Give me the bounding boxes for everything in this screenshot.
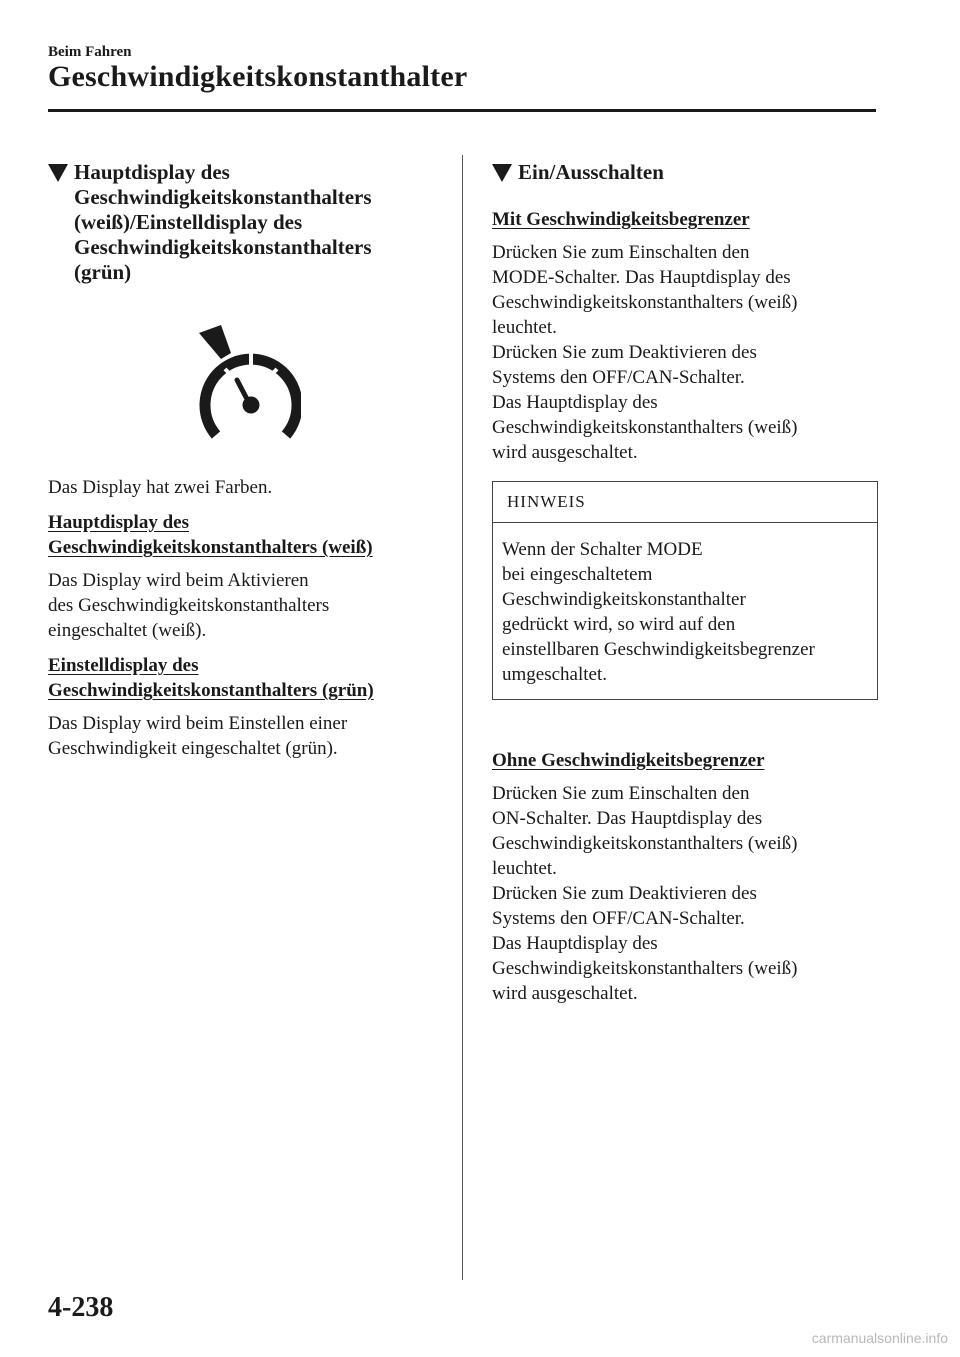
note-text: Wenn der Schalter MODE bei eingeschaltetem Geschwindigkeitskonstanthalter gedrückt wird, so wird auf den einstellbaren Geschwindigkeitsbegrenzer umgeschaltet.	[502, 539, 815, 685]
display-heading	[48, 160, 444, 285]
without-limiter-text: Drücken Sie zum Einschalten den ON-Schalter. Das Hauptdisplay des Geschwindigkeitskonstanthalters (weiß) leuchtet. Drücken Sie zum Deaktivieren des Systems den OFF/CAN-Schalter. Das Hauptdisplay des Geschwindigkeitskonstanthalters (weiß) wird ausgeschaltet.	[492, 783, 798, 1004]
on-off-heading-text: Ein/Ausschalten	[518, 160, 664, 184]
left-column	[48, 160, 444, 771]
set-display-subheading: Einstelldisplay des Geschwindigkeitskonstanthalters (grün)	[48, 655, 374, 701]
note-title: HINWEIS	[493, 482, 877, 523]
intro-text: Das Display hat zwei Farben.	[48, 477, 273, 498]
watermark: carmanualsonline.info	[811, 1330, 948, 1346]
icon-container	[48, 325, 444, 445]
title-rule	[48, 109, 876, 112]
with-limiter-text: Drücken Sie zum Einschalten den MODE-Schalter. Das Hauptdisplay des Geschwindigkeitskonstanthalters (weiß) leuchtet. Drücken Sie zum Deaktivieren des Systems den OFF/CAN-Schalter. Das Hauptdisplay des Geschwindigkeitskonstanthalters (weiß) wird ausgeschaltet.	[492, 242, 798, 463]
main-display-subheading: Hauptdisplay des Geschwindigkeitskonstanthalters (weiß)	[48, 512, 373, 558]
with-limiter-subheading: Mit Geschwindigkeitsbegrenzer	[492, 209, 750, 230]
without-limiter-subheading: Ohne Geschwindigkeitsbegrenzer	[492, 750, 765, 771]
right-column	[492, 160, 878, 1016]
triangle-bullet-icon	[48, 164, 74, 182]
main-display-text: Das Display wird beim Aktivieren des Geschwindigkeitskonstanthalters eingeschaltet (weiß).	[48, 570, 330, 641]
page-title: Geschwindigkeitskonstanthalter	[48, 60, 468, 93]
triangle-bullet-icon	[492, 164, 518, 182]
page-number: 4-238	[48, 1292, 114, 1323]
column-divider	[462, 155, 463, 1280]
cruise-control-speedometer-icon	[191, 325, 301, 445]
set-display-text: Das Display wird beim Einstellen einer Geschwindigkeit eingeschaltet (grün).	[48, 713, 348, 759]
on-off-heading	[492, 160, 878, 185]
display-heading-text: Hauptdisplay des Geschwindigkeitskonstanthalters (weiß)/Einstelldisplay des Geschwindigkeitskonstanthalters (grün)	[74, 160, 372, 284]
section-label: Beim Fahren	[48, 44, 132, 60]
note-box	[492, 481, 878, 700]
